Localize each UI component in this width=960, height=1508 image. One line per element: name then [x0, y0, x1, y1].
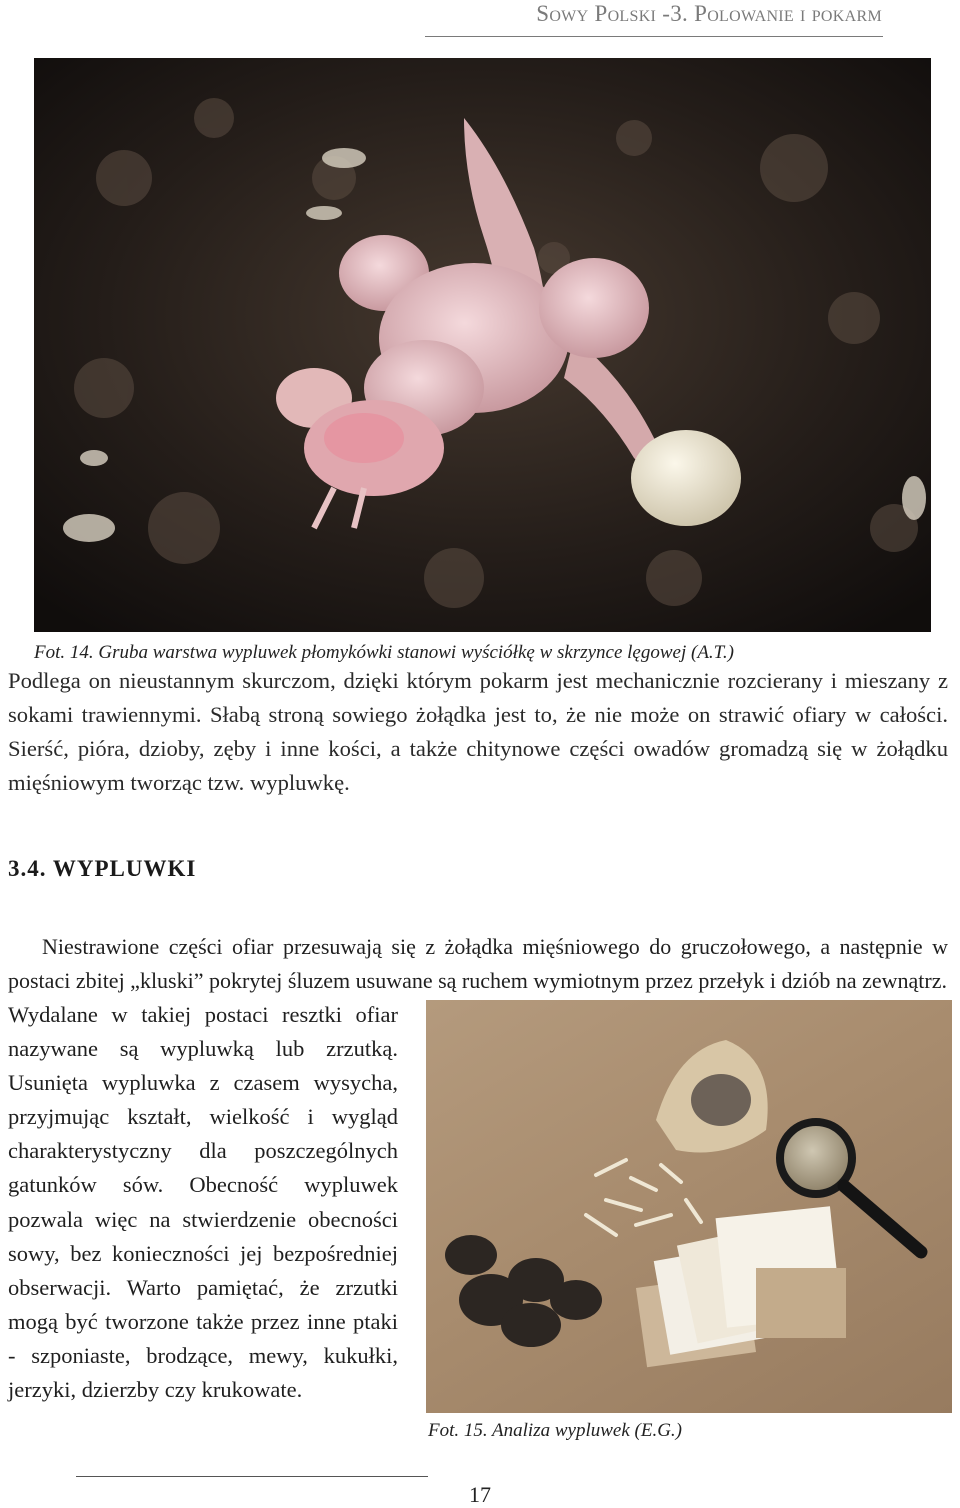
envelopes [636, 1206, 846, 1367]
footer-rule [76, 1476, 428, 1477]
owlets-illustration [34, 58, 931, 632]
body-paragraph-2: Niestrawione części ofiar przesuwają się z żołądka mięśniowego do gruczołowego, a następnie w postaci zbitej „kluski” pokrytej śluzem usuwane są ruchem wymiotnym przez przełyk i dziób na zewnątrz. [8, 934, 948, 993]
pellet-analysis-illustration [426, 1000, 952, 1413]
body-paragraph-3: Wydalane w takiej postaci resztki ofiar nazywane są wypluwką lub zrzutką. Usunięta wypluwka z czasem wysycha, przyjmując kształt, wielkość i wygląd charakterystyczny dla poszczególnych gatunków sów. Obecność wypluwek pozwala więc na stwierdzenie obecności sowy, bez konieczności jej bezpośredniej obserwacji. Warto pamiętać, że zrzutki mogą być tworzone także przez inne ptaki - szponiaste, brodzące, mewy, kukułki, jerzyki, dzierzby czy krukowate. [8, 1002, 398, 1403]
figure-caption-14: Fot. 14. Gruba warstwa wypluwek płomykówki stanowi wyściółkę w skrzynce lęgowej (A.T.) [34, 642, 734, 663]
bone-fragments [586, 1160, 701, 1235]
pellets [445, 1235, 602, 1347]
section-number: 3.4. [8, 856, 47, 881]
page-number: 17 [469, 1482, 491, 1507]
section-heading [8, 856, 196, 882]
fur-debris [691, 1074, 751, 1126]
photo-owlets-nest [34, 58, 931, 632]
running-header: Sowy Polski -3. Polowanie i pokarm [536, 1, 882, 26]
photo-pellet-analysis [426, 1000, 952, 1413]
header-rule [425, 36, 883, 37]
egg [631, 430, 741, 526]
body-paragraph-1: Podlega on nieustannym skurczom, dzięki którym pokarm jest mechanicznie rozcierany i mieszany z sokami trawiennymi. Słabą stroną sowiego żołądka jest to, że nie może on strawić ofiary w całości. Sierść, pióra, dzioby, zęby i inne kości, a także chitynowe części owadów gromadzą się w żołądku mięśniowym tworząc tzw. wypluwkę. [8, 668, 948, 795]
section-title: WYPLUWKI [52, 856, 197, 881]
figure-caption-15: Fot. 15. Analiza wypluwek (E.G.) [428, 1420, 683, 1441]
